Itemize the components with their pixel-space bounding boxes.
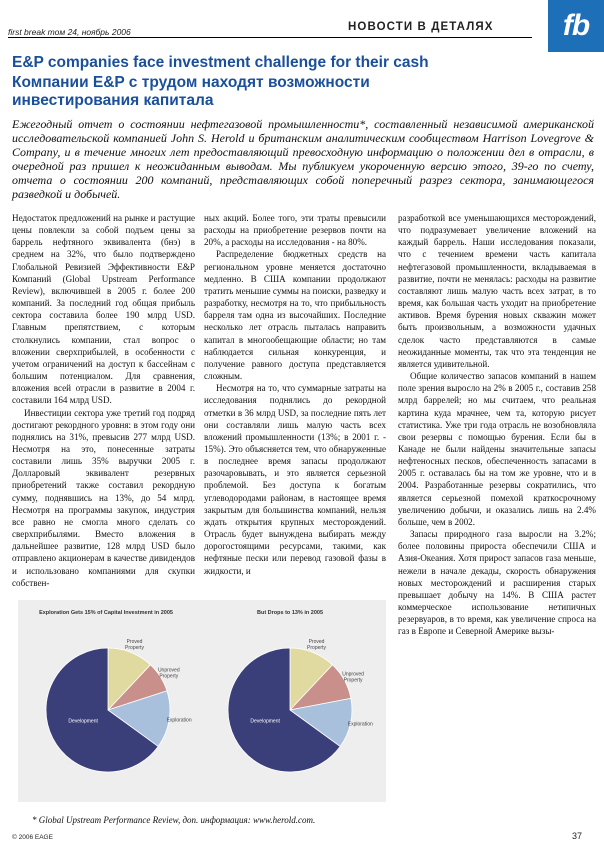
issue-line: first break том 24, ноябрь 2006: [8, 27, 131, 37]
header-rule: [8, 37, 532, 38]
copyright: © 2006 EAGE: [12, 834, 53, 841]
slice-label: Unproved Property: [342, 671, 364, 684]
fb-logo-text: fb: [562, 9, 590, 42]
paragraph: разработкой все уменьшающихся месторождений, что подразумевает увеличение вложений на каждый баррель. Наши исследования показали, что с течением времени часть капитала нефтегазовой промышленности, вкладываемая в развитие, почти не менялась: расходы на развитие составляют лишь малую часть всех затрат, в то время, как большая часть уходит на приобретение активов. Время бурения новых скважин может быть произвольным, а возможности удачных сделок часто представляются в самые неожиданные моменты, так что эта тенденция не является удивительной.: [398, 213, 596, 369]
chart-title: But Drops to 13% in 2005: [256, 610, 324, 616]
paragraph: Общие количество запасов компаний в нашем поле зрения выросло на 2% в 2005 г., составив 258 млрд баррелей; но мы считаем, что реальная картина куда мрачнее, чем та, которую рисует статистика. Уже три года отрасль не возобновляла свои резервы с помощью бурения. Если бы в Канаде не были найдены значительные запасы нефтеносных песков, обеспеченность запасами в 2005 г. оставалась бы на том же уровне, что и в 2004. Разработанные резервы сократились, что является серьезной помехой краткосрочному увеличению добычи, и оказались лишь на 2.4% больше, чем в 2002.: [398, 371, 596, 527]
slice-label: Development: [250, 718, 280, 725]
page-number: 37: [572, 831, 583, 841]
pie-charts-svg: [18, 600, 386, 802]
paragraph: Недостаток предложений на рынке и растущие цены повлекли за собой подъем цены за баррель нефтяного эквивалента (бнэ) в среднем на 32%, что было подтверждено Глобальной Ревизией Эффективности E&P Компаний (Global Upstream Performance Review), включившей в 2005 г. более 200 компаний. За последний год общая прибыль сектора составила более 190 млрд USD. Главным препятствием, с которым столкнулись компании, стал вопрос о вложении сверхприбылей, в особенности с учетом ограничений на доступ к бассейнам с большим потенциалом. Для сравнения, вложения всей отрасли в развитие в 2004 г. составили 164 млрд USD.: [12, 213, 195, 406]
article-column-3: [398, 212, 596, 804]
article-lead: Ежегодный отчет о состоянии нефтегазовой промышленности*, составленный независимой американской исследовательской компанией John S. Herold и британским аналитическим сообществом Harrison Lovegrove & Company, и в течение многих лет предоставляющий превосходную информацию о положении дел в отрасли, в очередной раз пришел к неожиданным выводам. Мы публикуем укороченную версию этого, 39-го по счету, отчета о состоянии 200 компаний, представляющих собой поперечный разрез сектора, занимающегося разведкой и добычей.: [12, 117, 594, 201]
paragraph: ных акций. Более того, эти траты превысили расходы на приобретение резервов почти на 20%, а расходы на исследования - на 80%.: [204, 213, 386, 248]
investment-charts: [18, 600, 386, 802]
article-column-2: [204, 212, 386, 592]
section-label: НОВОСТИ В ДЕТАЛЯХ: [348, 21, 494, 33]
slice-label: Development: [68, 718, 98, 725]
paragraph: Инвестиции сектора уже третий год подряд достигают рекордного уровня: в этом году они поднялись на 31%, превысив 277 млрд USD. Несмотря на это, понесенные затраты составили лишь 35% выручки 2005 г. Долларовый эквивалент резервных приобретений также составил рекордную сумму, поднявшись на 13%, до 54 млрд. Несмотря на программы закупок, индустрия все равно не смогла много сделать со сверхприбылями. Вместо вложения в дальнейшее развитие, 128 млрд USD было отправлено акционерам в качестве дивидендов и использовано компаниями для скупки собствен-: [12, 407, 195, 588]
paragraph: Запасы природного газа выросли на 3.2%; более половины прироста обеспечили США и Азия-Океания. Хотя прирост запасов газа меньше, нежели в начале декады, скорость обнаружения новых месторождений и расширения старых превышает добычу на 14%. В США растет коммерческое использование нетипичных резервуаров, в то время, как увеличение спроса на газ в Европе и Северной Америке вызы-: [398, 529, 596, 637]
fb-logo: [548, 0, 604, 52]
slice-label: Exploration: [166, 717, 192, 724]
footnote: * Global Upstream Performance Review, доп. информация: www.herold.com.: [32, 815, 316, 825]
paragraph: Распределение бюджетных средств на региональном уровне меняется достаточно медленно. В США компании продолжают тратить меньшие суммы на поиски, разведку и разработку, несмотря на то, что прибыльность барреля там одна из высочайших. Последние несколько лет отрасль пыталась направить капитал в многообещающие области; но там наблюдается сильная конкуренция, и получение равного доступа представляется сложным.: [204, 249, 386, 382]
article-title-ru: Компании E&P с трудом находят возможности инвестирования капитала: [12, 74, 370, 109]
slice-label: Proved Property: [307, 639, 326, 652]
slice-label: Exploration: [347, 721, 373, 728]
article-title-en: E&P companies face investment challenge for their cash: [12, 54, 429, 71]
paragraph: Несмотря на то, что суммарные затраты на исследования поднялись до рекордной отметки в 36 млрд USD, за последние пять лет они составляли лишь малую часть всех вложений промышленности (13%; в 2001 г. - 15%). Это объясняется тем, что обнаруженные в последнее время запасы продолжают разочаровывать, и это является серьезной проблемой. Без доступа к богатым углеводородами районам, в настоящее время закрытым для большинства компаний, нельзя ждать открытия крупных месторождений. Отрасль будет вынуждена выбирать между дорогостоящими ресурсами, такими, как нефтяные пески или перевод газовой фазы в жидкости, и: [204, 383, 386, 576]
slice-label: Unproved Property: [157, 667, 180, 680]
slice-label: Proved Property: [125, 639, 144, 652]
article-column-1: [12, 212, 195, 592]
chart-title: Exploration Gets 15% of Capital Investment in 2005: [39, 610, 173, 616]
